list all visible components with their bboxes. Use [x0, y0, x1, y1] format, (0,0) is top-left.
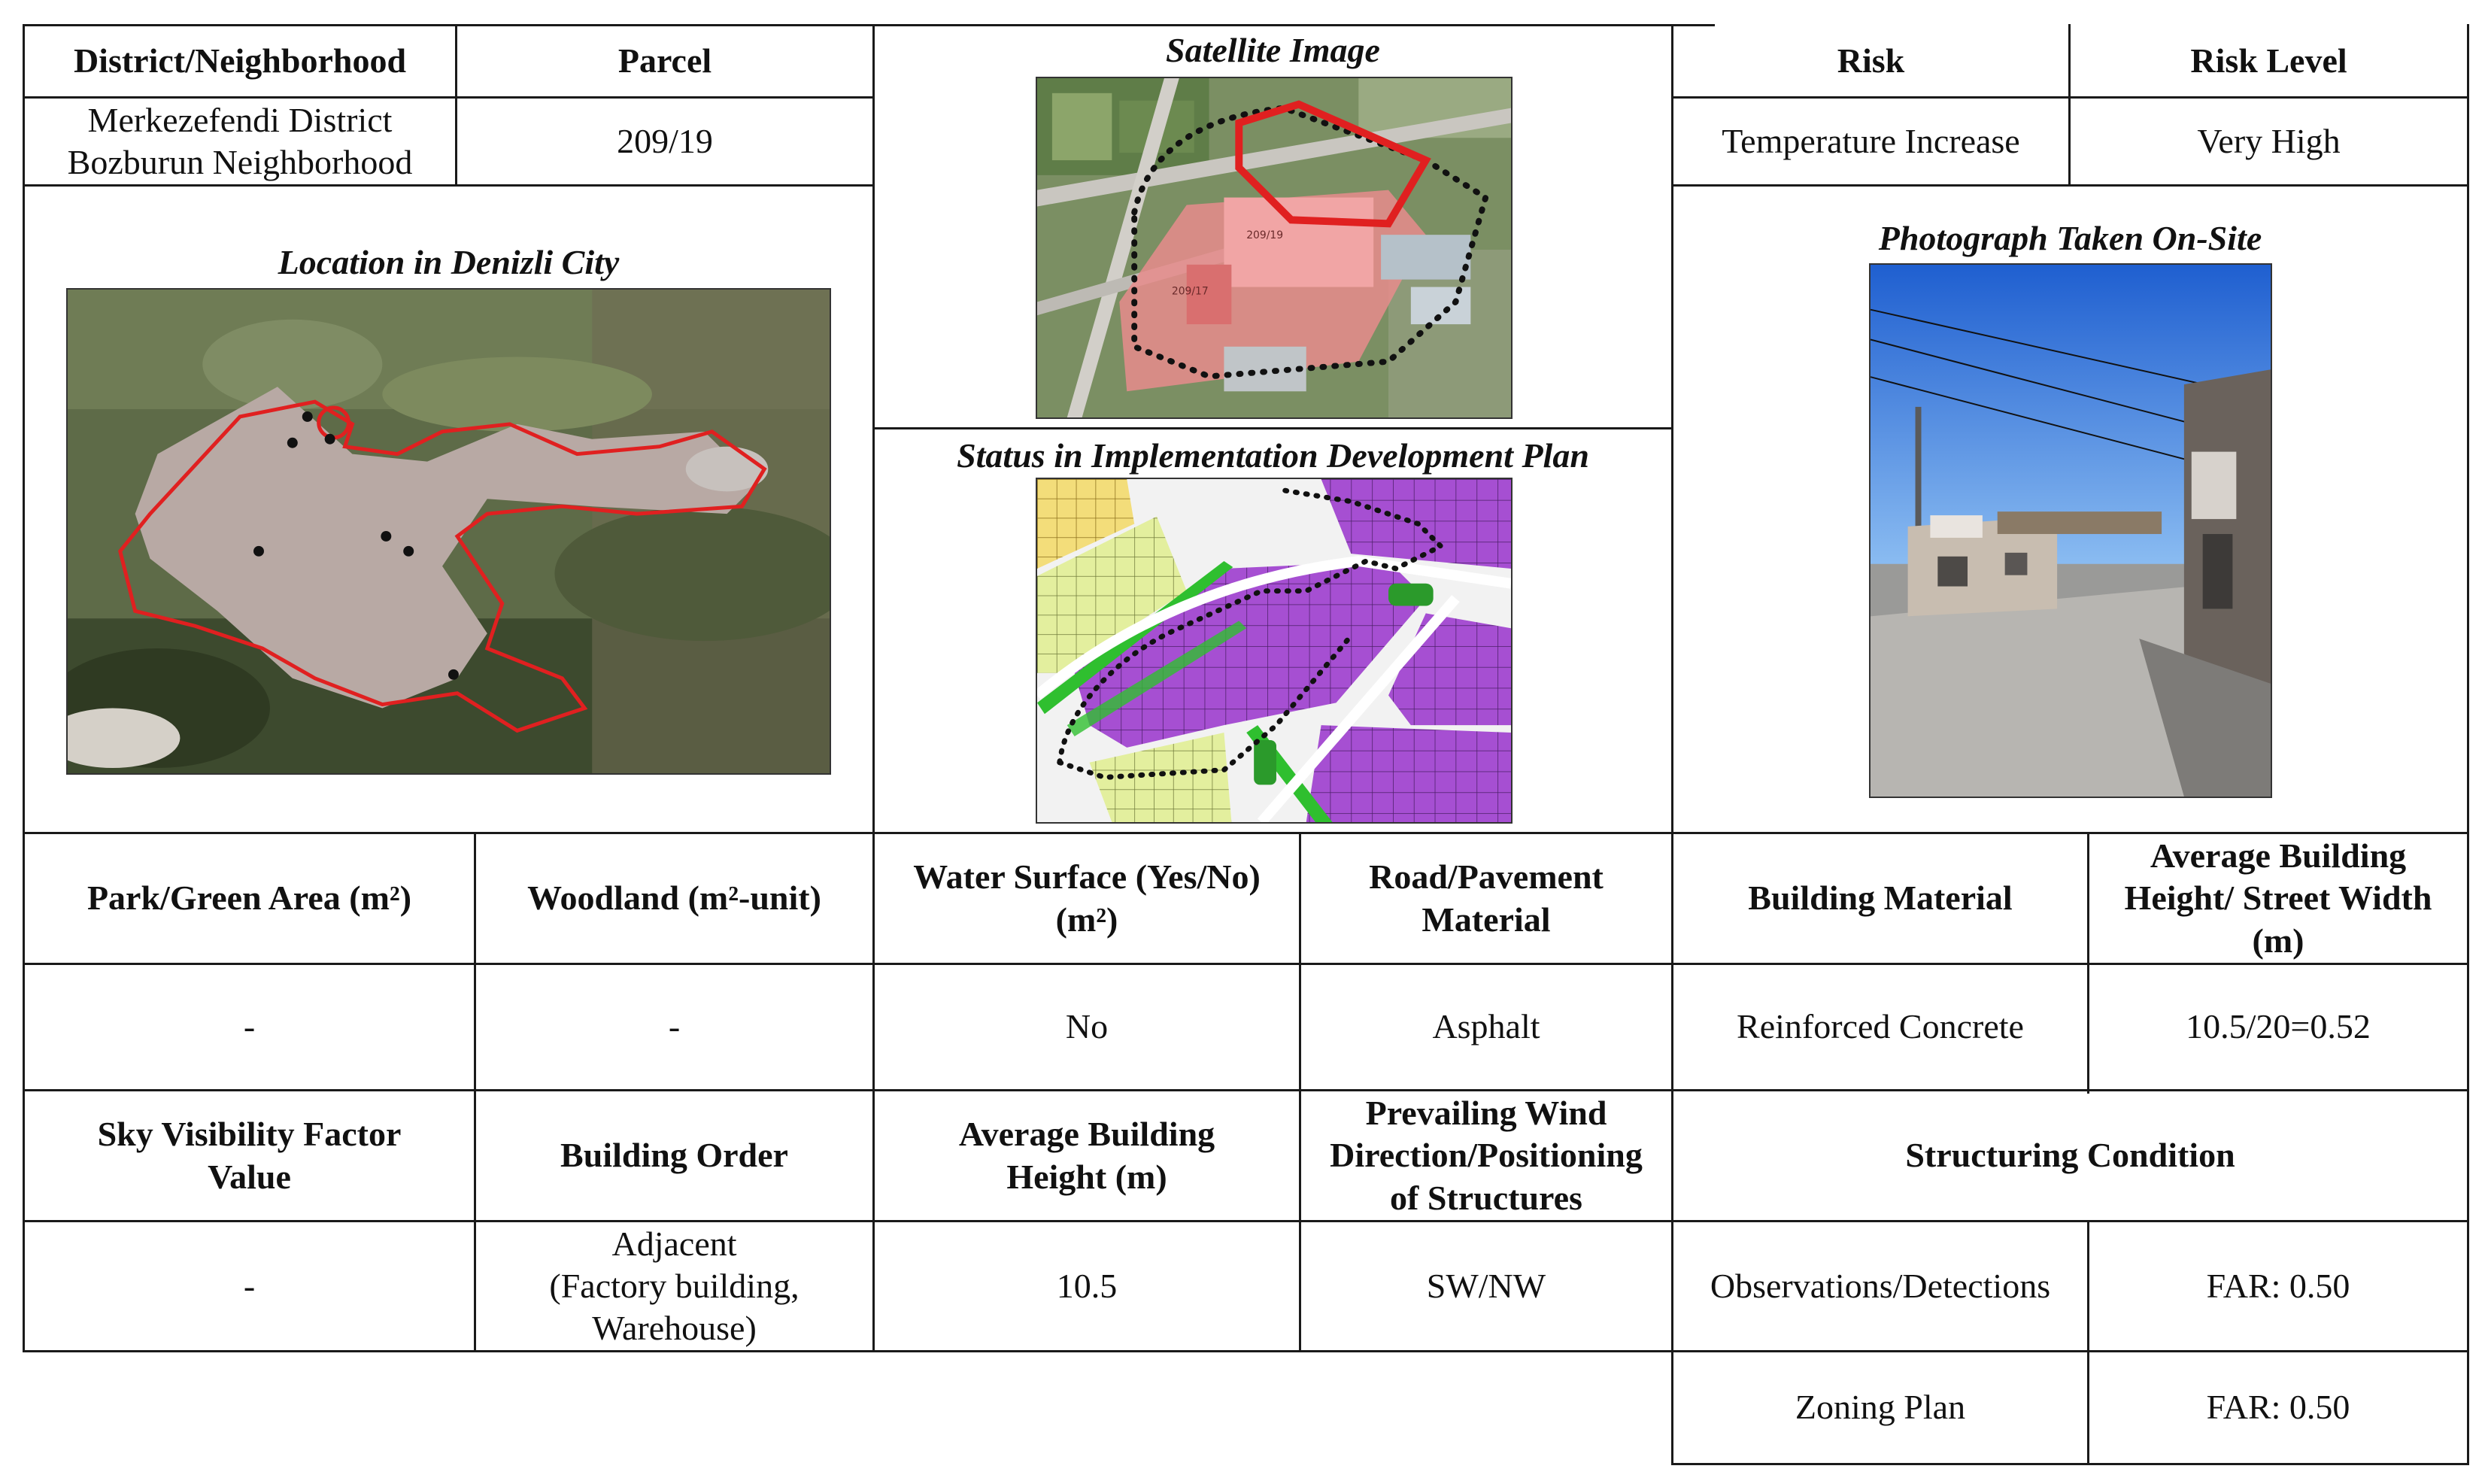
- structuring-condition-header: Structuring Condition: [1905, 1136, 2235, 1175]
- location-title: Location in Denizli City: [278, 243, 620, 281]
- avg-ratio-header-line: Average Building: [2150, 836, 2407, 876]
- district-line: Merkezefendi District: [87, 100, 393, 139]
- avg-ratio-header: [2089, 834, 2467, 963]
- sky-header-line: Value: [208, 1157, 291, 1196]
- building-order-line: Adjacent: [611, 1224, 737, 1263]
- parcel-header: Parcel: [617, 41, 712, 80]
- building-order-header: Building Order: [560, 1136, 788, 1175]
- avg-height-value: 10.5: [1056, 1266, 1118, 1305]
- wind-header: [1301, 1091, 1671, 1220]
- risk-value: Temperature Increase: [1722, 121, 2020, 160]
- building-material-header: Building Material: [1748, 879, 2013, 918]
- sky-visibility-header: [25, 1091, 474, 1220]
- avg-ratio-value: 10.5/20=0.52: [2186, 1007, 2371, 1046]
- building-order-value: [476, 1222, 872, 1350]
- table-line: [875, 427, 1673, 429]
- sky-header-line: Sky Visibility Factor: [97, 1115, 402, 1154]
- water-header-unit: (m²): [1055, 900, 1118, 939]
- satellite-parcel-label-17: 209/17: [1171, 285, 1209, 298]
- wind-header-line: Direction/Positioning: [1330, 1136, 1643, 1175]
- sky-visibility-value: -: [243, 1266, 256, 1305]
- observations-label: Observations/Detections: [1710, 1266, 2051, 1305]
- onsite-photo: [1869, 263, 2272, 798]
- water-header-line: Water Surface (Yes/No): [913, 857, 1261, 897]
- wind-header-line: of Structures: [1390, 1178, 1582, 1217]
- road-header: [1301, 834, 1671, 963]
- building-order-line: (Factory building,: [549, 1266, 799, 1305]
- avg-ratio-header-unit: (m): [2252, 921, 2304, 960]
- road-header-line: Road/Pavement: [1369, 857, 1604, 897]
- risk-header: Risk: [1837, 41, 1905, 80]
- road-value: Asphalt: [1432, 1007, 1540, 1046]
- district-header: District/Neighborhood: [73, 41, 407, 80]
- satellite-parcel-label-19: 209/19: [1246, 229, 1284, 242]
- avg-height-header-line: Average Building: [958, 1115, 1215, 1154]
- plan-image: [1036, 478, 1513, 824]
- table-line: [1673, 184, 2469, 187]
- zoning-plan-label: Zoning Plan: [1795, 1388, 1966, 1427]
- table-line: [1673, 1463, 2469, 1465]
- wind-header-line: Prevailing Wind: [1365, 1094, 1607, 1133]
- water-header: [875, 834, 1299, 963]
- building-order-line: Warehouse): [592, 1309, 757, 1348]
- satellite-title: Satellite Image: [1166, 31, 1380, 69]
- avg-height-header: [875, 1091, 1299, 1220]
- plan-title: Status in Implementation Development Plan: [957, 436, 1589, 475]
- photo-title: Photograph Taken On-Site: [1878, 219, 2262, 257]
- risk-level-value: Very High: [2197, 121, 2341, 160]
- zoning-plan-value: FAR: 0.50: [2206, 1388, 2350, 1427]
- woodland-value: -: [668, 1007, 681, 1046]
- building-material-value: Reinforced Concrete: [1737, 1007, 2024, 1046]
- observations-value: FAR: 0.50: [2206, 1266, 2350, 1305]
- satellite-image: [1036, 77, 1513, 419]
- wind-value: SW/NW: [1426, 1266, 1546, 1305]
- table-line: [23, 184, 875, 187]
- table-line: [2467, 24, 2469, 1465]
- park-value: -: [243, 1007, 256, 1046]
- avg-height-header-line: Height (m): [1006, 1157, 1167, 1196]
- water-value: No: [1065, 1007, 1109, 1046]
- location-map-image: [66, 288, 831, 775]
- parcel-value: 209/19: [617, 121, 713, 160]
- neighborhood-line: Bozburun Neighborhood: [67, 143, 413, 181]
- district-value: [25, 99, 455, 184]
- risk-level-header: Risk Level: [2190, 41, 2347, 80]
- avg-ratio-header-line: Height/ Street Width: [2124, 879, 2432, 918]
- park-header: Park/Green Area (m²): [86, 879, 412, 918]
- road-header-line: Material: [1421, 900, 1551, 939]
- woodland-header: Woodland (m²-unit): [527, 879, 821, 918]
